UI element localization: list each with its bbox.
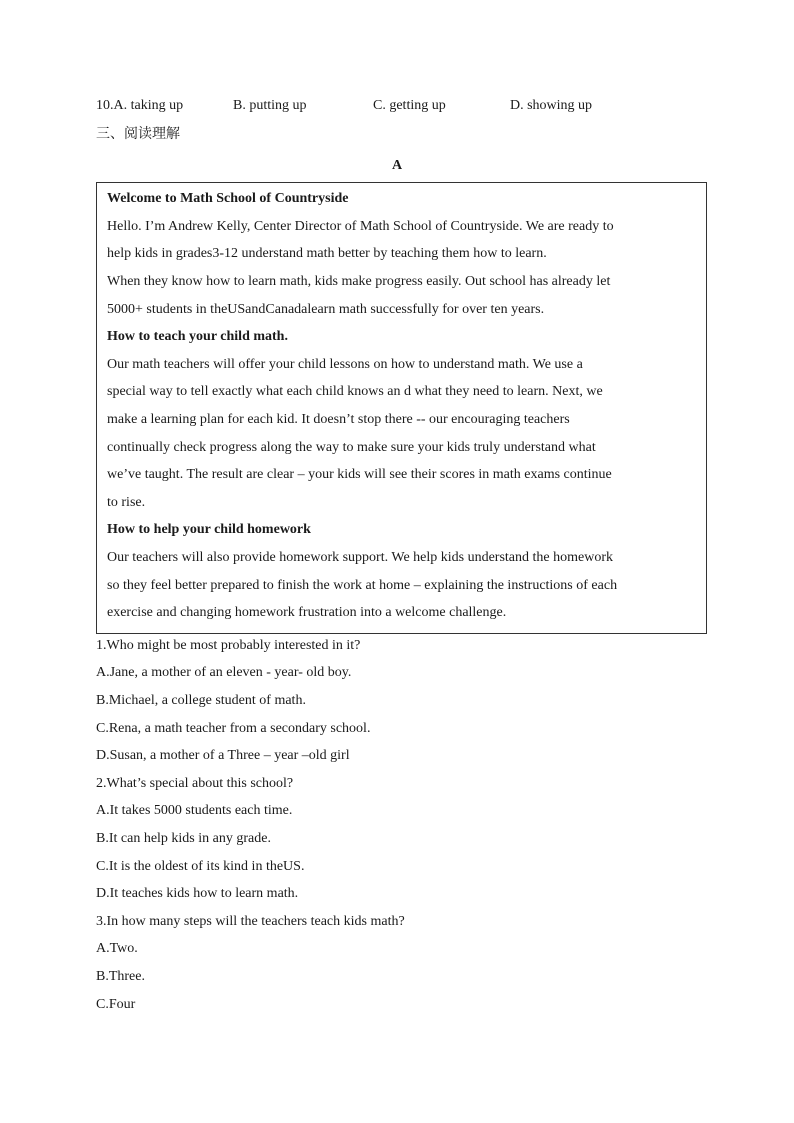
passage-line: make a learning plan for each kid. It doesn’t stop there -- our encouraging teachers: [107, 412, 570, 427]
passage-line: exercise and changing homework frustration into a welcome challenge.: [107, 605, 507, 620]
question-3-stem: 3.In how many steps will the teachers teach kids math?: [96, 914, 405, 929]
passage-line: Our teachers will also provide homework support. We help kids understand the homework: [107, 550, 614, 565]
passage-line: help kids in grades3-12 understand math better by teaching them how to learn.: [107, 246, 547, 261]
question-10-option-a: 10.A. taking up: [96, 98, 184, 113]
question-2-option-b: B.It can help kids in any grade.: [96, 831, 271, 846]
passage-line: we’ve taught. The result are clear – your kids will see their scores in math exams continue: [107, 467, 612, 482]
passage-line: continually check progress along the way to make sure your kids truly understand what: [107, 440, 596, 455]
question-1-stem: 1.Who might be most probably interested in it?: [96, 638, 361, 653]
question-10-option-b: B. putting up: [233, 98, 307, 113]
passage-title: Welcome to Math School of Countryside: [107, 191, 349, 206]
question-1-option-d: D.Susan, a mother of a Three – year –old girl: [96, 748, 350, 763]
passage-line: When they know how to learn math, kids make progress easily. Out school has already let: [107, 274, 611, 289]
question-1-option-b: B.Michael, a college student of math.: [96, 693, 306, 708]
section-heading-reading: 三、阅读理解: [96, 126, 180, 142]
passage-line: so they feel better prepared to finish the work at home – explaining the instructions of each: [107, 578, 618, 593]
question-2-option-c: C.It is the oldest of its kind in theUS.: [96, 859, 305, 874]
question-2-option-a: A.It takes 5000 students each time.: [96, 803, 293, 818]
passage-heading-teach: How to teach your child math.: [107, 329, 288, 344]
question-1-option-a: A.Jane, a mother of an eleven - year- old boy.: [96, 665, 352, 680]
question-3-option-b: B.Three.: [96, 969, 145, 984]
question-3-option-a: A.Two.: [96, 941, 138, 956]
question-10-option-d: D. showing up: [510, 98, 593, 113]
question-10-option-c: C. getting up: [373, 98, 446, 113]
passage-line: to rise.: [107, 495, 146, 510]
passage-heading-homework: How to help your child homework: [107, 522, 311, 537]
question-2-stem: 2.What’s special about this school?: [96, 776, 294, 791]
question-3-option-c: C.Four: [96, 997, 136, 1012]
passage-box: [96, 182, 707, 634]
question-2-option-d: D.It teaches kids how to learn math.: [96, 886, 299, 901]
passage-line: Hello. I’m Andrew Kelly, Center Director of Math School of Countryside. We are ready to: [107, 219, 614, 234]
passage-line: special way to tell exactly what each child knows an d what they need to learn. Next, we: [107, 384, 603, 399]
passage-line: Our math teachers will offer your child lessons on how to understand math. We use a: [107, 357, 583, 372]
passage-line: 5000+ students in theUSandCanadalearn math successfully for over ten years.: [107, 302, 545, 317]
question-1-option-c: C.Rena, a math teacher from a secondary school.: [96, 721, 371, 736]
question-10-options: [96, 97, 716, 115]
passage-letter: A: [391, 158, 403, 173]
